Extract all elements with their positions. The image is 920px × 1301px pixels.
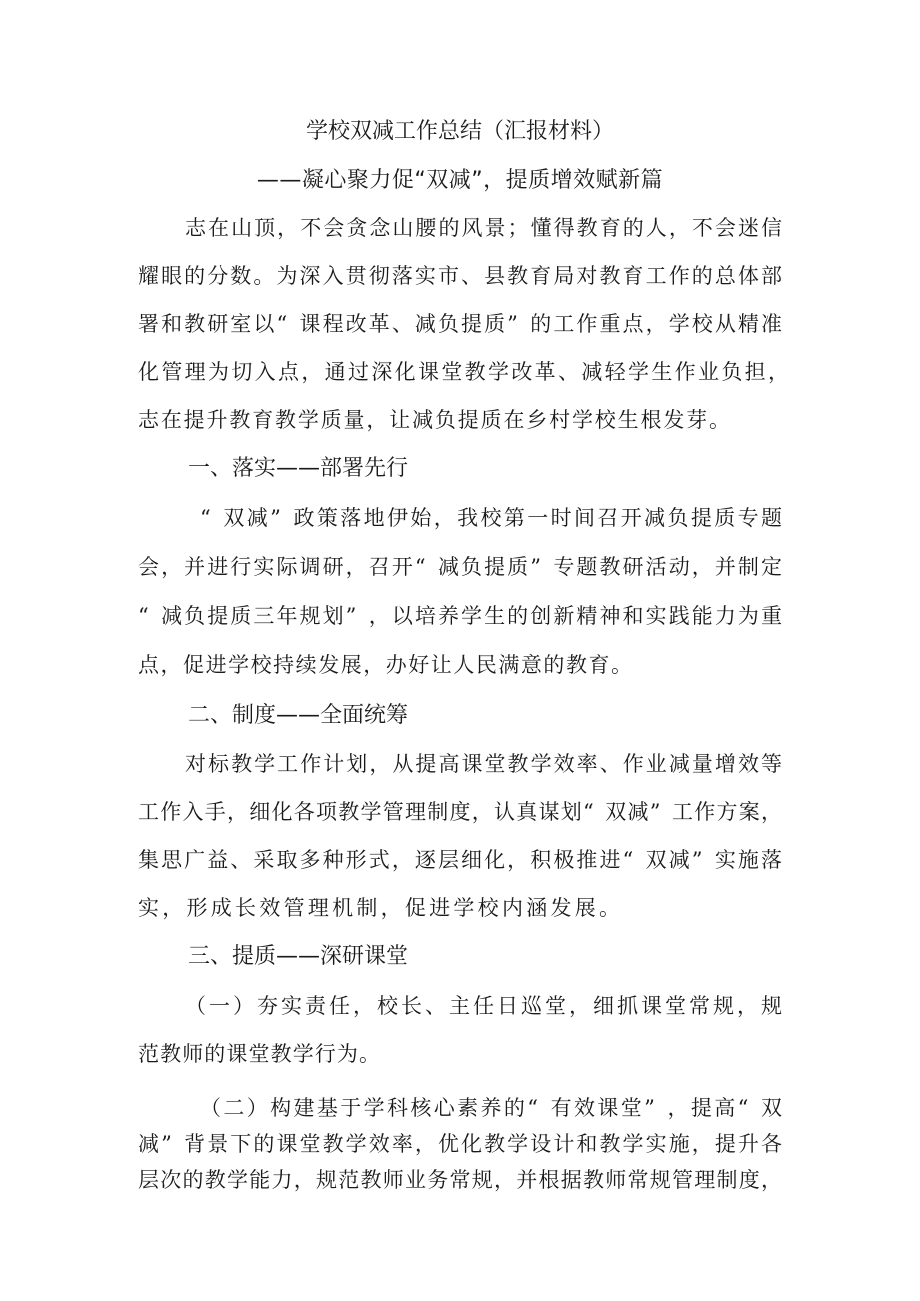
paragraph-line: 层 次 的 教 学 能 力 ， 规 范 教 师 业 务 常 规 ， 并 根 据 教 师 常 规 管 理 制 度 ， <box>138 1168 782 1192</box>
paragraph-line: 署 和 教 研 室 以 “ 课 程 改 革 、 减 负 提 质 ” 的 工 作 重 点 ， 学 校 从 精 准 <box>138 312 782 336</box>
paragraph-line: 会 ， 并 进 行 实 际 调 研 ， 召 开 “ 减 负 提 质 ” 专 题 教 研 活 动 ， 并 制 定 <box>138 555 782 579</box>
paragraph-line: 工 作 入 手 ， 细 化 各 项 教 学 管 理 制 度 ， 认 真 谋 划 “ 双 减 ” 工 作 方 案 ， <box>138 800 782 824</box>
paragraph-line: 点 ， 促 进 学 校 持 续 发 展 ， 办 好 让 人 民 满 意 的 教 育 。 <box>138 653 632 677</box>
document-title: 学校双减工作总结（汇报材料） <box>305 119 614 144</box>
paragraph-line: （ 二 ） 构 建 基 于 学 科 核 心 素 养 的 “ 有 效 课 堂 ” ， 提 高 “ 双 <box>200 1096 782 1120</box>
paragraph-line: 实 ， 形 成 长 效 管 理 机 制 ， 促 进 学 校 内 涵 发 展 。 <box>138 896 620 920</box>
paragraph-line: 减 ” 背 景 下 的 课 堂 教 学 效 率 ， 优 化 教 学 设 计 和 教 学 实 施 ， 提 升 各 <box>138 1132 782 1156</box>
document-subtitle: ——凝心聚力促“双减”，提质增效赋新篇 <box>256 168 664 193</box>
paragraph-line: “ 双 减 ” 政 策 落 地 伊 始 ， 我 校 第 一 时 间 召 开 减 负 提 质 专 题 <box>200 506 782 530</box>
paragraph-line: 对 标 教 学 工 作 计 划 ， 从 提 高 课 堂 教 学 效 率 、 作 业 减 量 增 效 等 <box>185 752 782 776</box>
paragraph-line: 志 在 提 升 教 育 教 学 质 量 ， 让 减 负 提 质 在 乡 村 学 校 生 根 发 芽 。 <box>138 408 730 432</box>
paragraph-line: 耀 眼 的 分 数 。 为 深 入 贯 彻 落 实 市 、 县 教 育 局 对 教 育 工 作 的 总 体 部 <box>138 264 782 288</box>
paragraph-line: 志 在 山 顶 ， 不 会 贪 念 山 腰 的 风 景 ； 懂 得 教 育 的 人 ， 不 会 迷 信 <box>185 216 782 240</box>
paragraph-line: （ 一 ） 夯 实 责 任 ， 校 长 、 主 任 日 巡 堂 ， 细 抓 课 堂 常 规 ， 规 <box>185 994 782 1018</box>
section-heading: 一、落实——部署先行 <box>188 456 409 481</box>
paragraph-line: 化 管 理 为 切 入 点 ， 通 过 深 化 课 堂 教 学 改 革 、 减 轻 学 生 作 业 负 担 ， <box>138 360 789 384</box>
paragraph-line: 范 教 师 的 课 堂 教 学 行 为 。 <box>138 1042 380 1066</box>
section-heading: 二、制度——全面统筹 <box>188 703 409 728</box>
section-heading: 三、提质——深研课堂 <box>188 944 409 969</box>
paragraph-line: 集 思 广 益 、 采 取 多 种 形 式 ， 逐 层 细 化 ， 积 极 推 进 “ 双 减 ” 实 施 落 <box>138 848 782 872</box>
paragraph-line: “ 减 负 提 质 三 年 规 划 ” ， 以 培 养 学 生 的 创 新 精 神 和 实 践 能 力 为 重 <box>138 604 782 628</box>
